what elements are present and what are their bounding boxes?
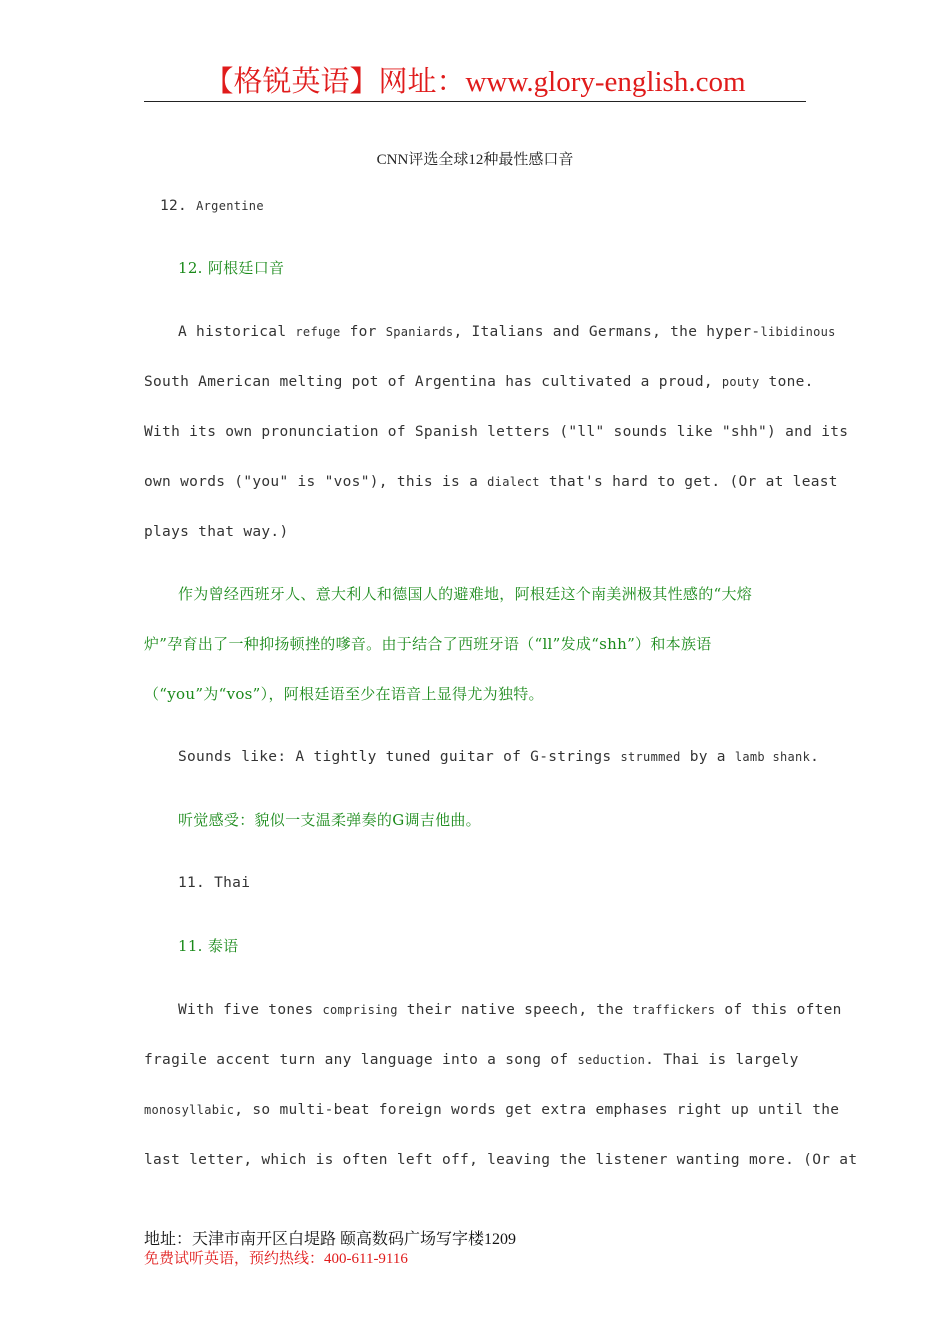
- cn-paragraph-line: 作为曾经西班牙人、意大利人和德国人的避难地，阿根廷这个南美洲极其性感的“大熔: [178, 585, 753, 603]
- sounds-like-line: Sounds like: A tightly tuned guitar of G-strings strummed by a lamb shank.: [178, 749, 820, 765]
- paragraph-line: A historical refuge for Spaniards, Italians and Germans, the hyper-libidinous: [178, 324, 836, 340]
- section-name: Argentine: [196, 199, 264, 213]
- section-11-heading: 11. Thai: [178, 875, 251, 891]
- section-12-cn-heading: 12. 阿根廷口音: [178, 259, 285, 277]
- paragraph-line: South American melting pot of Argentina has cultivated a proud, pouty tone.: [144, 374, 814, 390]
- site-header: 【格锐英语】网址：www.glory-english.com: [204, 66, 746, 98]
- page-title: CNN评选全球12种最性感口音: [376, 152, 574, 168]
- paragraph-line: With its own pronunciation of Spanish letters ("ll" sounds like "shh") and its: [144, 424, 849, 440]
- cn-paragraph-line: 炉”孕育出了一种抑扬顿挫的嗲音。由于结合了西班牙语（“ll”发成“shh”）和本族语: [144, 635, 712, 653]
- cn-sounds-like-line: 听觉感受：貌似一支温柔弹奏的G调吉他曲。: [178, 811, 481, 829]
- footer-address: 地址：天津市南开区白堤路 颐高数码广场写字楼1209: [144, 1231, 517, 1248]
- header-divider: [144, 101, 806, 102]
- paragraph-line: monosyllabic, so multi-beat foreign words get extra emphases right up until the: [144, 1102, 840, 1118]
- footer-hotline: 免费试听英语，预约热线：400-611-9116: [144, 1251, 408, 1267]
- paragraph-line: fragile accent turn any language into a song of seduction. Thai is largely: [144, 1052, 799, 1068]
- section-12-heading: [160, 196, 264, 216]
- paragraph-line: last letter, which is often left off, leaving the listener wanting more. (Or at: [144, 1152, 858, 1168]
- paragraph-line: own words ("you" is "vos"), this is a dialect that's hard to get. (Or at least: [144, 474, 838, 490]
- section-11-cn-heading: 11. 泰语: [178, 937, 239, 955]
- paragraph-line: plays that way.): [144, 524, 289, 540]
- section-number: 12.: [160, 198, 188, 214]
- cn-paragraph-line: （“you”为“vos”），阿根廷语至少在语音上显得尤为独特。: [144, 685, 544, 703]
- paragraph-line: With five tones comprising their native speech, the traffickers of this often: [178, 1002, 842, 1018]
